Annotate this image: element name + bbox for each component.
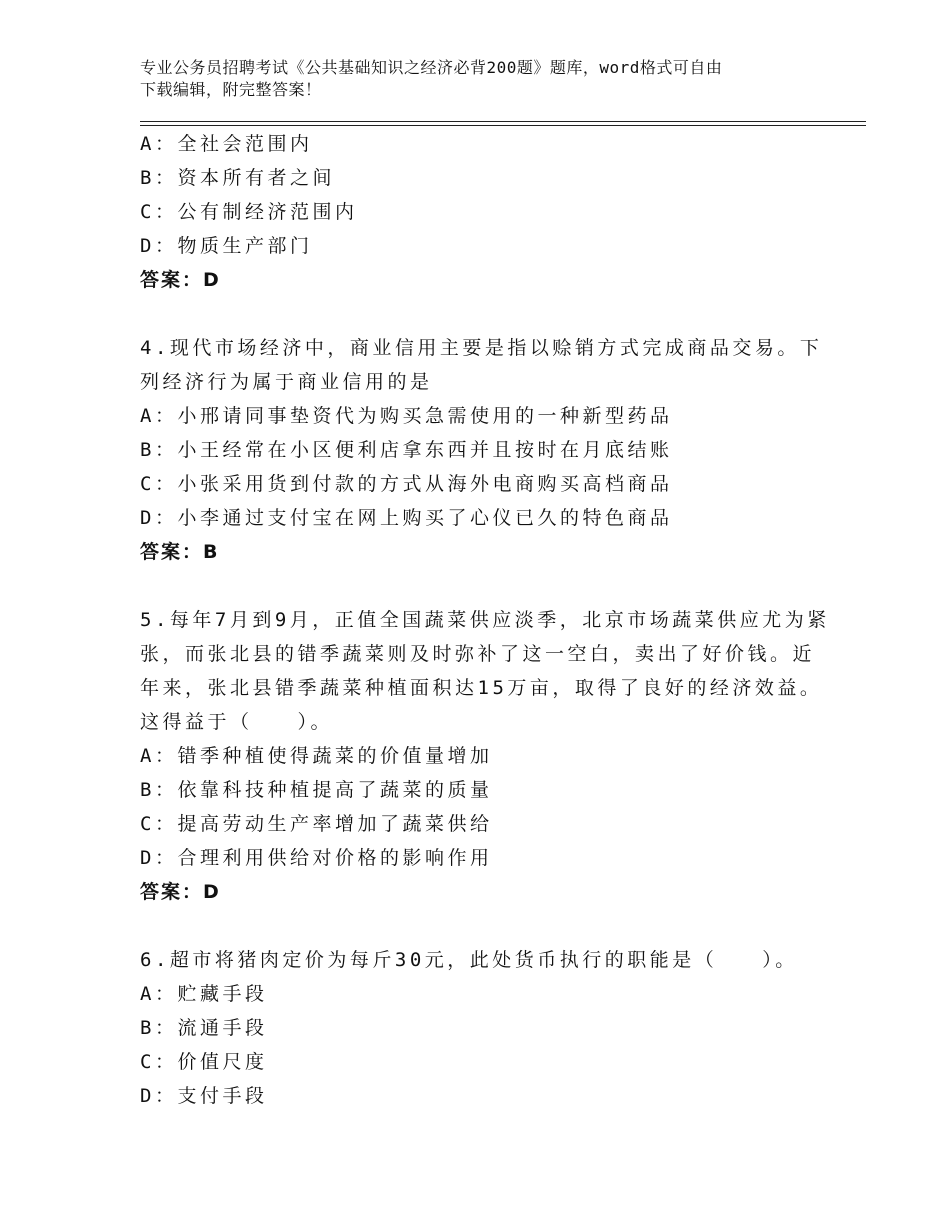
spacer [140,909,820,943]
header-line-1: 专业公务员招聘考试《公共基础知识之经济必背200题》题库，word格式可自由 [140,58,723,77]
option-d: D：小李通过支付宝在网上购买了心仪已久的特色商品 [140,507,673,529]
option-c: C：公有制经济范围内 [140,201,358,223]
option-d: D：物质生产部门 [140,235,313,257]
option-c: C：价值尺度 [140,1051,268,1073]
question-text: 5.每年7月到9月，正值全国蔬菜供应淡季，北京市场蔬菜供应尤为紧 [140,609,830,631]
option-c: C：小张采用货到付款的方式从海外电商购买高档商品 [140,473,673,495]
question-text: 张，而张北县的错季蔬菜则及时弥补了这一空白，卖出了好价钱。近 [140,643,816,665]
option-a: A：全社会范围内 [140,133,313,155]
answer: 答案：B [140,541,220,563]
spacer [140,569,820,603]
option-b: B：流通手段 [140,1017,268,1039]
option-b: B：小王经常在小区便利店拿东西并且按时在月底结账 [140,439,673,461]
option-a: A：错季种植使得蔬菜的价值量增加 [140,745,493,767]
question-6 [140,943,820,1113]
question-3 [140,127,820,297]
question-text: 年来，张北县错季蔬菜种植面积达15万亩，取得了良好的经济效益。 [140,677,823,699]
header-divider-bottom [140,125,866,126]
option-d: D：合理利用供给对价格的影响作用 [140,847,493,869]
option-d: D：支付手段 [140,1085,268,1107]
document-header [140,57,820,101]
option-a: A：小邢请同事垫资代为购买急需使用的一种新型药品 [140,405,673,427]
question-text: 6.超市将猪肉定价为每斤30元，此处货币执行的职能是（ ）。 [140,949,798,971]
question-text: 4.现代市场经济中，商业信用主要是指以赊销方式完成商品交易。下 [140,337,823,359]
option-a: A：贮藏手段 [140,983,268,1005]
answer: 答案：D [140,881,221,903]
spacer [140,297,820,331]
question-4 [140,331,823,569]
option-c: C：提高劳动生产率增加了蔬菜供给 [140,813,493,835]
question-list [140,127,830,1113]
question-text: 这得益于（ ）。 [140,711,334,733]
header-line-2: 下载编辑，附完整答案！ [140,80,322,99]
option-b: B：依靠科技种植提高了蔬菜的质量 [140,779,493,801]
answer: 答案：D [140,269,221,291]
question-5 [140,603,830,909]
question-text: 列经济行为属于商业信用的是 [140,371,433,393]
option-b: B：资本所有者之间 [140,167,335,189]
header-divider-top [140,121,866,122]
